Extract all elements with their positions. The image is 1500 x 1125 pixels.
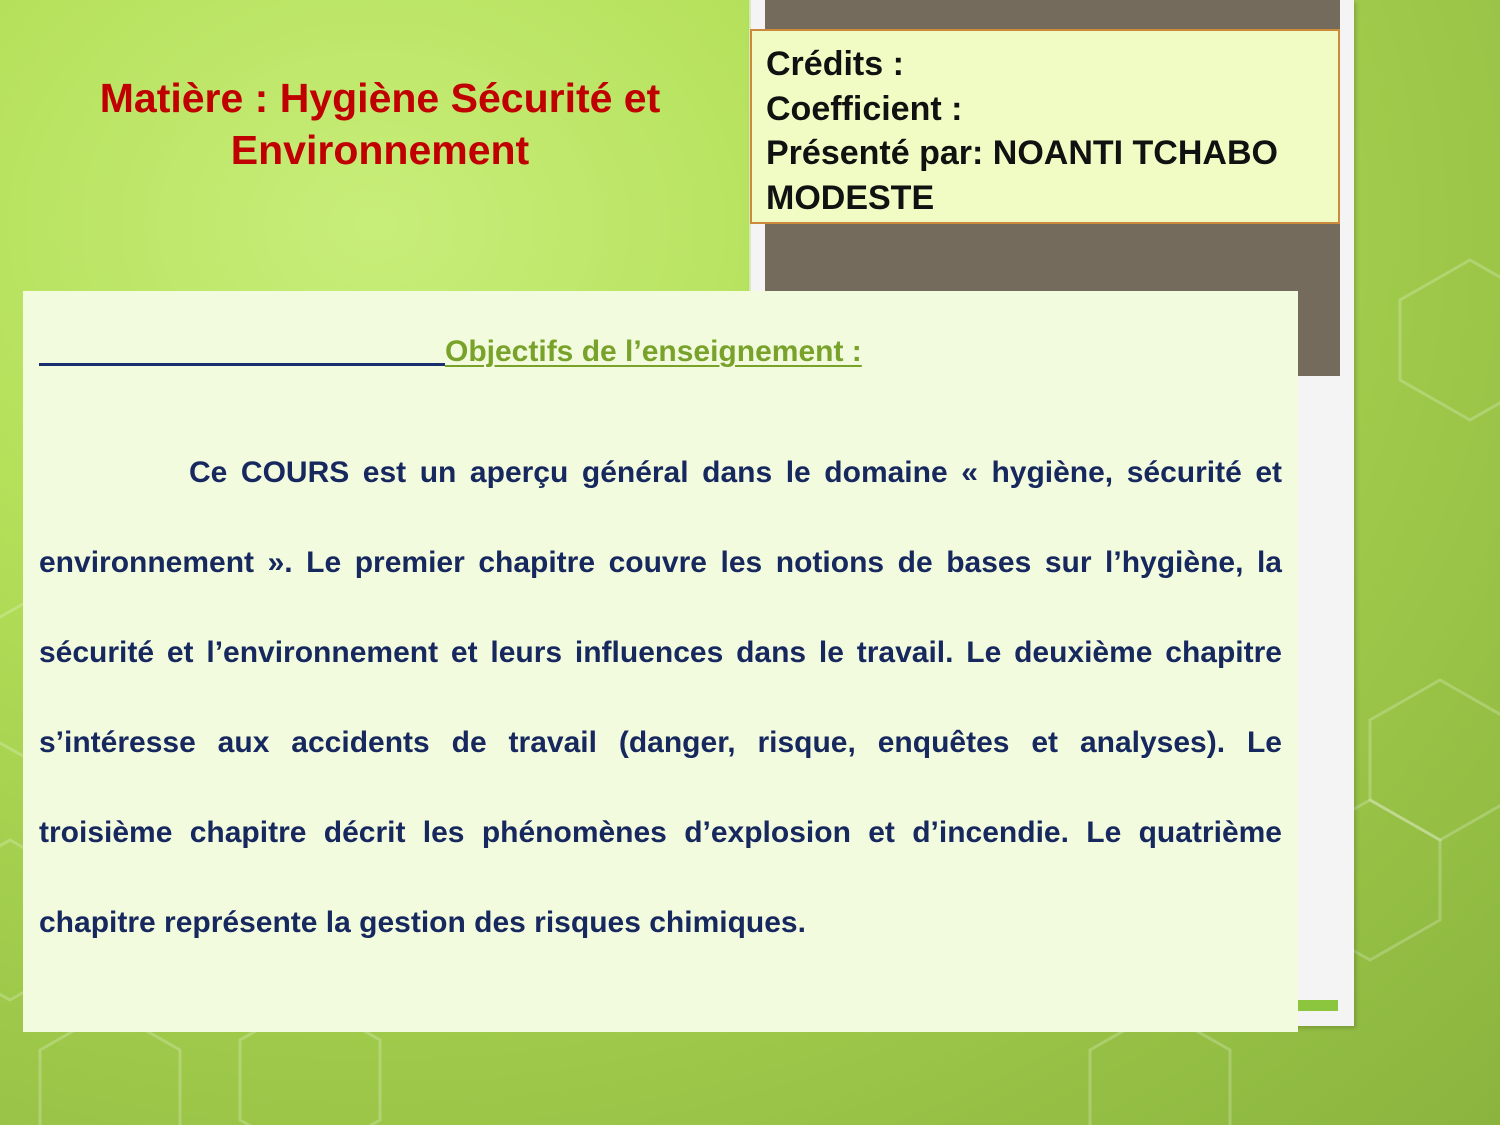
objectives-box (23, 291, 1298, 1032)
objectives-heading (39, 332, 1282, 380)
objectives-body: Ce COURS est un aperçu général dans le domaine « hygiène, sécurité et environnement ». Le premier chapitre couvre les notions de bases sur l’hygiène, la sécurité et l’environnement et leurs influences dans le travail. Le deuxième chapitre s’intéresse aux accidents de travail (danger, risque, enquêtes et analyses). Le troisième chapitre décrit les phénomènes d’explosion et d’incendie. Le quatrième chapitre représente la gestion des risques chimiques. (39, 456, 1282, 939)
objectives-heading-text: Objectifs de l’enseignement : (445, 335, 862, 368)
course-info-box (750, 29, 1340, 224)
presenter-line-2: MODESTE (766, 178, 935, 217)
slide-title: Matière : Hygiène Sécurité et Environnement (99, 75, 661, 173)
coefficient-label: Coefficient : (766, 89, 963, 128)
heading-rule (39, 332, 445, 366)
presenter-line-1: Présenté par: NOANTI TCHABO (766, 134, 1278, 172)
credits-label: Crédits : (766, 45, 904, 83)
